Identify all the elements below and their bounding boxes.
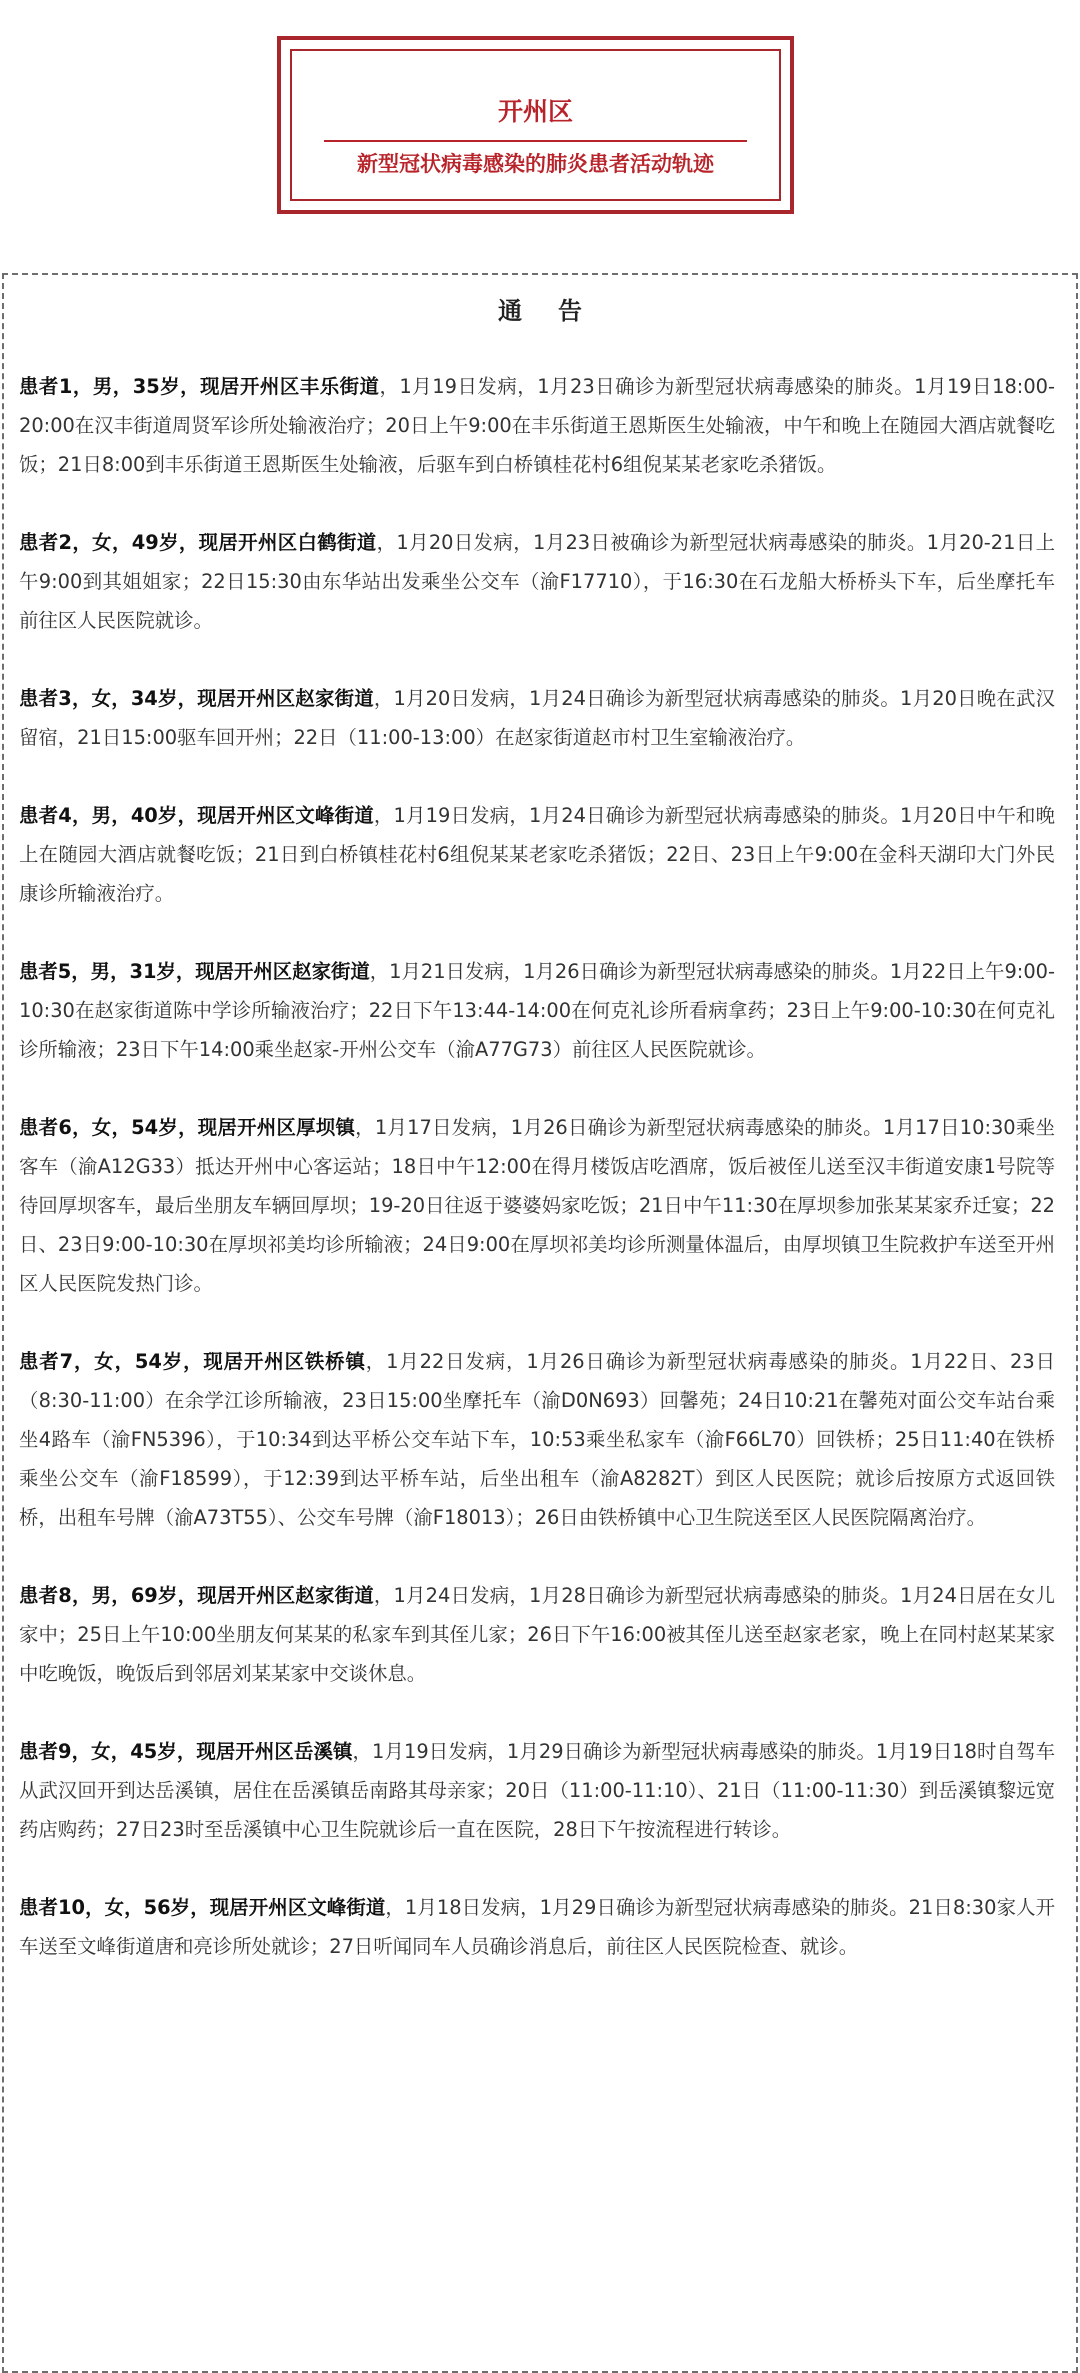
patient-lead: 患者6，女，54岁，现居开州区厚坝镇 — [19, 1116, 356, 1139]
patient-details: ，1月19日发病，1月24日确诊为新型冠状病毒感染的肺炎。1月20日中午和晚上在随园大酒店就餐吃饭；21日到白桥镇桂花村6组倪某某老家吃杀猪饭；22日、23日上午9:00在金科天湖印大门外民康诊所输液治疗。 — [19, 804, 1056, 905]
patient-details: ，1月20日发病，1月23日被确诊为新型冠状病毒感染的肺炎。1月20-21日上午9:00到其姐姐家；22日15:30由东华站出发乘坐公交车（渝F17710），于16:30在石龙船大桥桥头下车，后坐摩托车前往区人民医院就诊。 — [19, 531, 1055, 632]
patient-details: ，1月19日发病，1月23日确诊为新型冠状病毒感染的肺炎。1月19日18:00-20:00在汉丰街道周贤军诊所处输液治疗；20日上午9:00在丰乐街道王恩斯医生处输液，中午和晚上在随园大酒店就餐吃饭；21日8:00到丰乐街道王恩斯医生处输液，后驱车到白桥镇桂花村6组倪某某老家吃杀猪饭。 — [19, 375, 1055, 476]
patient-lead: 患者2，女，49岁，现居开州区白鹤街道 — [19, 531, 377, 554]
patient-entry-8 — [19, 1576, 1055, 1693]
patient-entry-10 — [19, 1888, 1055, 1966]
notice-title: 通告 — [498, 297, 618, 325]
district-name: 开州区 — [497, 97, 573, 126]
patient-details: ，1月22日发病，1月26日确诊为新型冠状病毒感染的肺炎。1月22日、23日（8:30-11:00）在余学江诊所输液，23日15:00坐摩托车（渝D0N693）回馨苑；24日10:21在馨苑对面公交车站台乘坐4路车（渝FN5396），于10:34到达平桥公交车站下车，10:53乘坐私家车（渝F66L70）回铁桥；25日11:40在铁桥乘坐公交车（渝F18599），于12:39到达平桥车站，后坐出租车（渝A8282T）到区人民医院；就诊后按原方式返回铁桥，出租车号牌（渝A73T55）、公交车号牌（渝F18013）；26日由铁桥镇中心卫生院送至区人民医院隔离治疗。 — [19, 1350, 1055, 1529]
patient-lead: 患者5，男，31岁，现居开州区赵家街道 — [19, 960, 370, 983]
patient-lead: 患者8，男，69岁，现居开州区赵家街道 — [19, 1584, 374, 1607]
patient-details: ，1月24日发病，1月28日确诊为新型冠状病毒感染的肺炎。1月24日居在女儿家中；25日上午10:00坐朋友何某某的私家车到其侄儿家；26日下午16:00被其侄儿送至赵家老家，晚上在同村赵某某家中吃晚饭，晚饭后到邻居刘某某家中交谈休息。 — [19, 1584, 1056, 1685]
title-divider — [324, 140, 747, 142]
page-subtitle: 新型冠状病毒感染的肺炎患者活动轨迹 — [357, 152, 714, 176]
patient-lead: 患者4，男，40岁，现居开州区文峰街道 — [19, 804, 374, 827]
patient-lead: 患者7，女，54岁，现居开州区铁桥镇 — [19, 1350, 366, 1373]
patient-entry-4 — [19, 796, 1055, 913]
patient-list — [19, 367, 1055, 2005]
title-banner — [277, 36, 794, 214]
patient-lead: 患者10，女，56岁，现居开州区文峰街道 — [19, 1896, 386, 1919]
patient-entry-5 — [19, 952, 1055, 1069]
patient-lead: 患者1，男，35岁，现居开州区丰乐街道 — [19, 375, 380, 398]
patient-entry-7 — [19, 1342, 1055, 1537]
patient-details: ，1月18日发病，1月29日确诊为新型冠状病毒感染的肺炎。21日8:30家人开车送至文峰街道唐和亮诊所处就诊；27日听闻同车人员确诊消息后，前往区人民医院检查、就诊。 — [19, 1896, 1055, 1958]
title-banner-inner-frame — [290, 49, 781, 201]
patient-details: ，1月21日发病，1月26日确诊为新型冠状病毒感染的肺炎。1月22日上午9:00-10:30在赵家街道陈中学诊所输液治疗；22日下午13:44-14:00在何克礼诊所看病拿药；23日上午9:00-10:30在何克礼诊所输液；23日下午14:00乘坐赵家-开州公交车（渝A77G73）前往区人民医院就诊。 — [19, 960, 1055, 1061]
patient-entry-6 — [19, 1108, 1055, 1303]
patient-entry-1 — [19, 367, 1055, 484]
patient-entry-9 — [19, 1732, 1055, 1849]
patient-details: ，1月19日发病，1月29日确诊为新型冠状病毒感染的肺炎。1月19日18时自驾车从武汉回开到达岳溪镇，居住在岳溪镇岳南路其母亲家；20日（11:00-11:10）、21日（11:00-11:30）到岳溪镇黎远宽药店购药；27日23时至岳溪镇中心卫生院就诊后一直在医院，28日下午按流程进行转诊。 — [19, 1740, 1055, 1841]
patient-entry-2 — [19, 523, 1055, 640]
notice-panel — [2, 273, 1078, 2373]
patient-entry-3 — [19, 679, 1055, 757]
patient-details: ，1月17日发病，1月26日确诊为新型冠状病毒感染的肺炎。1月17日10:30乘坐客车（渝A12G33）抵达开州中心客运站；18日中午12:00在得月楼饭店吃酒席，饭后被侄儿送至汉丰街道安康1号院等待回厚坝客车，最后坐朋友车辆回厚坝；19-20日往返于婆婆妈家吃饭；21日中午11:30在厚坝参加张某某家乔迁宴；22日、23日9:00-10:30在厚坝祁美均诊所输液；24日9:00在厚坝祁美均诊所测量体温后，由厚坝镇卫生院救护车送至开州区人民医院发热门诊。 — [19, 1116, 1055, 1295]
patient-details: ，1月20日发病，1月24日确诊为新型冠状病毒感染的肺炎。1月20日晚在武汉留宿，21日15:00驱车回开州；22日（11:00-13:00）在赵家街道赵市村卫生室输液治疗。 — [19, 687, 1056, 749]
patient-lead: 患者9，女，45岁，现居开州区岳溪镇 — [19, 1740, 353, 1763]
patient-lead: 患者3，女，34岁，现居开州区赵家街道 — [19, 687, 374, 710]
